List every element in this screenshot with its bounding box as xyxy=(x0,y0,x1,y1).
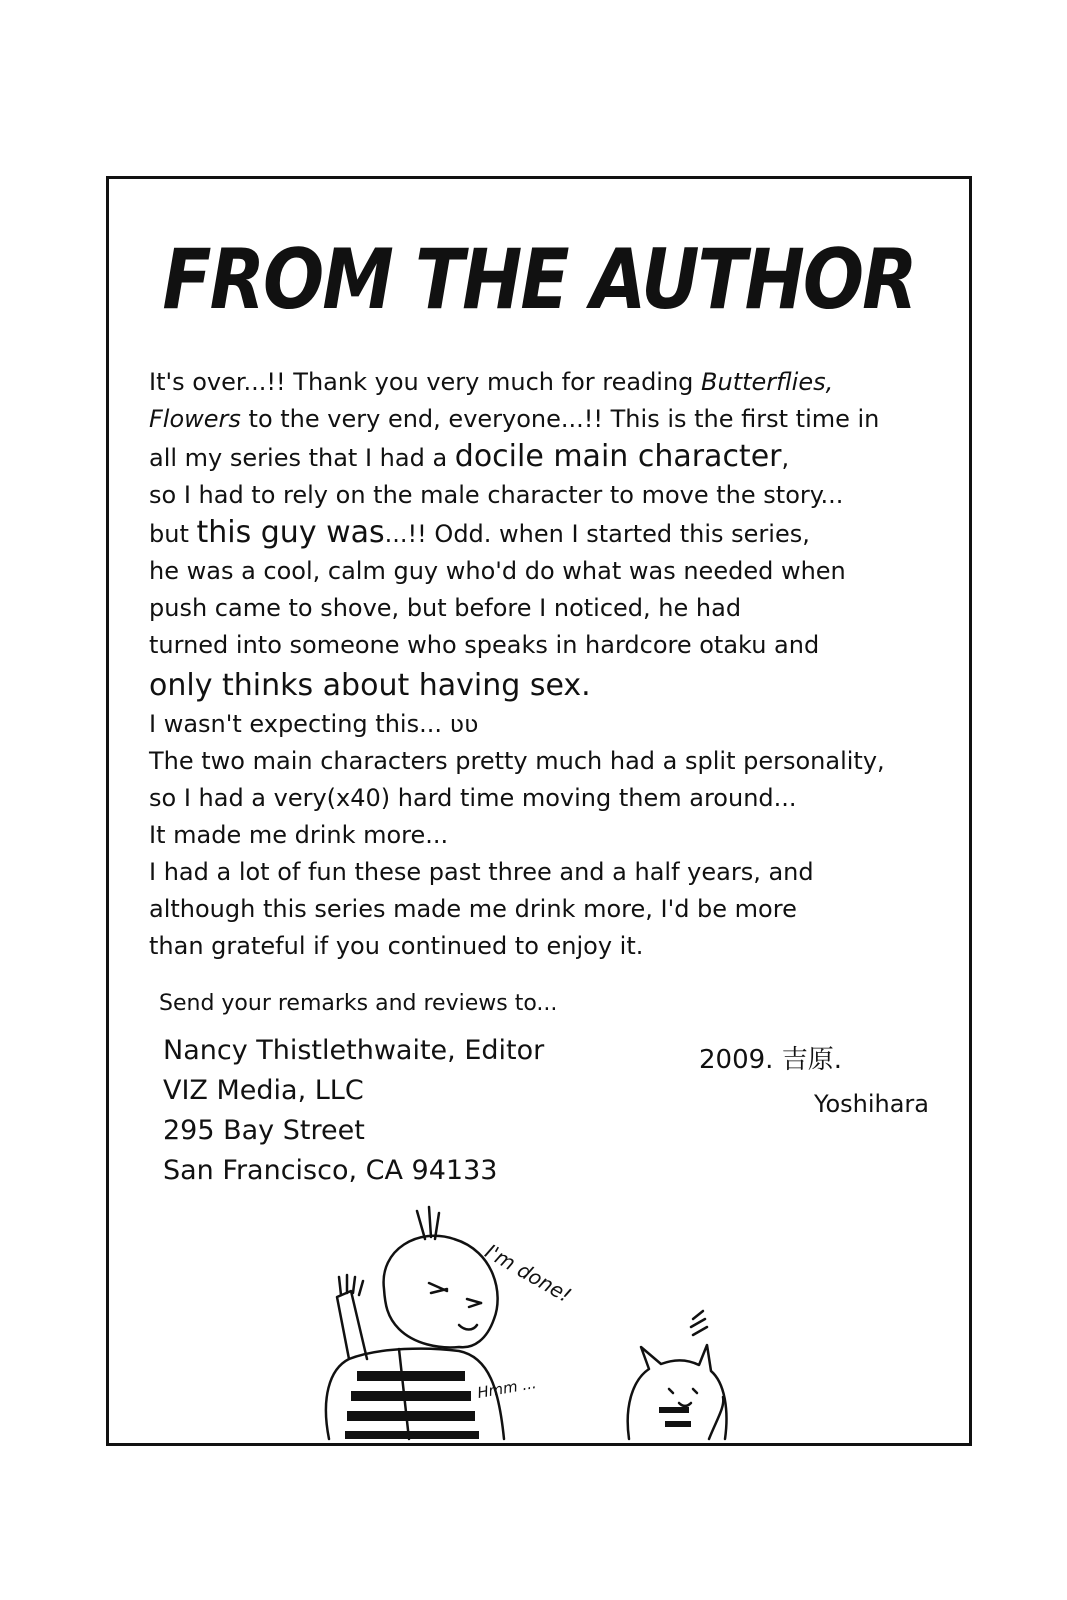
message-text: to the very end, everyone...!! This is the first time in xyxy=(240,405,880,433)
message-line: so I had to rely on the male character to move the story... xyxy=(149,481,844,509)
message-line: I wasn't expecting this... ʋʋ xyxy=(149,710,479,738)
address-intro: Send your remarks and reviews to... xyxy=(159,991,558,1016)
message-text: , xyxy=(781,444,790,472)
emphasis-line: only thinks about having sex. xyxy=(149,668,591,703)
message-line: turned into someone who speaks in hardcore otaku and xyxy=(149,631,820,659)
emphasis-text: this guy was xyxy=(196,515,385,550)
message-text: ...!! Odd. when I started this series, xyxy=(384,520,810,548)
address-city: San Francisco, CA 94133 xyxy=(163,1155,498,1186)
emphasis-text: docile main character xyxy=(454,439,782,474)
address-street: 295 Bay Street xyxy=(163,1115,365,1146)
message-text: It's over...!! Thank you very much for reading xyxy=(149,368,702,396)
message-text: but xyxy=(149,520,197,548)
message-line: push came to shove, but before I noticed, he had xyxy=(149,594,742,622)
speech-bubble-hmm: Hmm ... xyxy=(475,1373,538,1403)
message-line xyxy=(149,364,949,401)
message-line: It made me drink more... xyxy=(149,821,449,849)
series-title-part: Flowers xyxy=(149,405,241,433)
speech-bubble-done: I'm done! xyxy=(481,1239,576,1308)
message-line xyxy=(149,401,949,438)
series-title-part: Butterflies, xyxy=(701,368,834,396)
message-text: all my series that I had a xyxy=(149,444,455,472)
message-line xyxy=(149,438,949,477)
message-line: I had a lot of fun these past three and a half years, and xyxy=(149,858,814,886)
author-signature xyxy=(689,1039,929,1118)
message-line: so I had a very(x40) hard time moving them around... xyxy=(149,784,797,812)
message-line: although this series made me drink more, I'd be more xyxy=(149,895,797,923)
content-frame xyxy=(106,176,972,1446)
address-company: VIZ Media, LLC xyxy=(163,1075,364,1106)
author-message xyxy=(149,364,949,965)
message-line xyxy=(149,514,949,553)
author-self-portrait-illustration xyxy=(289,1199,729,1444)
signature-date: 2009. 吉原. xyxy=(699,1045,842,1075)
message-line: than grateful if you continued to enjoy it. xyxy=(149,932,644,960)
mailing-address xyxy=(159,989,557,1191)
message-line: he was a cool, calm guy who'd do what was needed when xyxy=(149,557,846,585)
address-name: Nancy Thistlethwaite, Editor xyxy=(163,1035,545,1066)
message-line: The two main characters pretty much had a split personality, xyxy=(149,747,885,775)
signature-name: Yoshihara xyxy=(813,1090,929,1118)
page-title: FROM THE AUTHOR xyxy=(162,230,916,328)
